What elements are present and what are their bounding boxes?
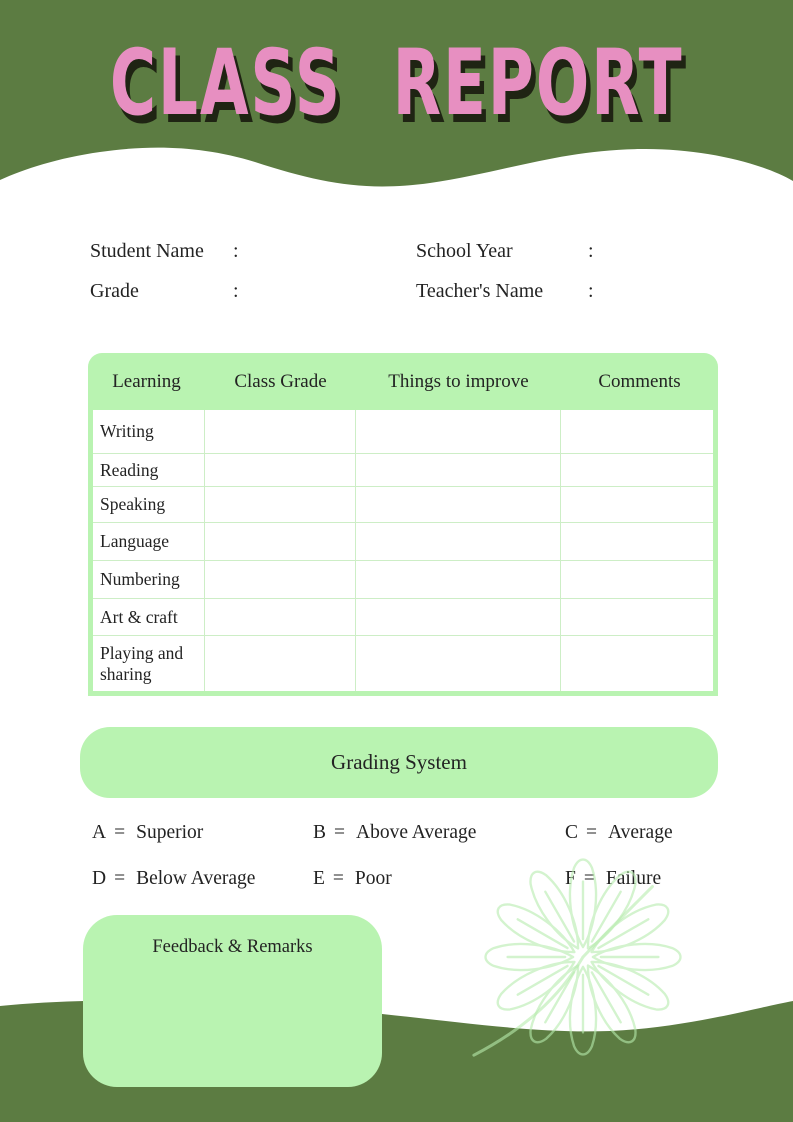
grade-label: Average <box>608 822 673 843</box>
feedback-title: Feedback & Remarks <box>152 937 313 957</box>
school-year-label: School Year <box>416 239 513 262</box>
equals-sign: = <box>583 868 595 889</box>
table-cell[interactable] <box>561 599 713 635</box>
grading-entry-a <box>92 820 313 846</box>
grade-label: Failure <box>605 868 662 889</box>
table-row <box>93 487 713 523</box>
grade-label: Below Average <box>136 868 256 889</box>
grade-value[interactable] <box>239 279 416 303</box>
student-name-field <box>90 231 416 271</box>
table-cell[interactable] <box>356 454 561 486</box>
equals-sign: = <box>334 822 346 843</box>
table-cell[interactable] <box>356 487 561 522</box>
grade-label: Poor <box>354 868 392 889</box>
grade-field <box>90 271 416 311</box>
row-label: Speaking <box>93 487 205 522</box>
school-year-value[interactable] <box>594 239 710 263</box>
table-cell[interactable] <box>356 599 561 635</box>
row-label: Art & craft <box>93 599 205 635</box>
grading-key <box>92 820 714 892</box>
grade-colon: : <box>233 279 239 302</box>
teacher-name-field <box>416 271 710 311</box>
row-label: Playing and sharing <box>93 636 205 691</box>
table-cell[interactable] <box>561 410 713 453</box>
feedback-box <box>83 915 382 1087</box>
equals-sign: = <box>586 822 598 843</box>
table-row <box>93 410 713 454</box>
table-row <box>93 561 713 599</box>
table-cell[interactable] <box>356 523 561 560</box>
row-label: Numbering <box>93 561 205 598</box>
grade-label: Superior <box>136 822 204 843</box>
grade-letter: B <box>313 822 327 843</box>
table-cell[interactable] <box>356 636 561 691</box>
table-cell[interactable] <box>356 561 561 598</box>
table-cell[interactable] <box>205 487 356 522</box>
equals-sign: = <box>114 868 126 889</box>
student-name-value[interactable] <box>239 239 416 263</box>
school-year-colon: : <box>588 239 594 262</box>
grade-letter: D <box>92 868 107 889</box>
grade-letter: A <box>92 822 107 843</box>
grade-letter: E <box>313 868 325 889</box>
column-header-things-to-improve: Things to improve <box>388 370 529 392</box>
grading-entry-f <box>565 866 714 892</box>
student-name-colon: : <box>233 239 239 262</box>
grading-entry-c <box>565 820 714 846</box>
table-row <box>93 454 713 487</box>
table-row <box>93 599 713 636</box>
grading-entry-b <box>313 820 565 846</box>
grade-label: Grade <box>90 279 139 302</box>
grading-system-banner <box>80 727 718 798</box>
equals-sign: = <box>114 822 126 843</box>
grading-entry-e <box>313 866 565 892</box>
column-header-learning: Learning <box>112 370 181 392</box>
table-row <box>93 636 713 691</box>
teacher-name-label: Teacher's Name <box>416 279 544 302</box>
table-cell[interactable] <box>205 561 356 598</box>
table-cell[interactable] <box>561 561 713 598</box>
table-cell[interactable] <box>561 523 713 560</box>
table-cell[interactable] <box>205 410 356 453</box>
column-header-class-grade: Class Grade <box>234 370 327 392</box>
equals-sign: = <box>332 868 344 889</box>
student-name-label: Student Name <box>90 239 204 262</box>
table-cell[interactable] <box>561 487 713 522</box>
row-label: Reading <box>93 454 205 486</box>
table-cell[interactable] <box>356 410 561 453</box>
page-title: CLASS REPORT <box>109 29 684 136</box>
table-cell[interactable] <box>561 454 713 486</box>
table-cell[interactable] <box>205 523 356 560</box>
teacher-name-colon: : <box>588 279 594 302</box>
row-label: Language <box>93 523 205 560</box>
grade-letter: F <box>565 868 576 889</box>
grade-label: Above Average <box>356 822 477 843</box>
report-table-body <box>88 410 718 696</box>
grade-letter: C <box>565 822 579 843</box>
school-year-field <box>416 231 710 271</box>
table-cell[interactable] <box>561 636 713 691</box>
table-cell[interactable] <box>205 454 356 486</box>
table-row <box>93 523 713 561</box>
title-band <box>0 0 793 165</box>
table-cell[interactable] <box>205 599 356 635</box>
grading-system-title: Grading System <box>331 750 467 774</box>
grading-entry-d <box>92 866 313 892</box>
feedback-content-area[interactable] <box>83 958 382 1068</box>
student-info-section <box>90 231 710 311</box>
column-header-comments: Comments <box>598 370 681 392</box>
table-cell[interactable] <box>205 636 356 691</box>
report-table <box>88 353 718 696</box>
teacher-name-value[interactable] <box>594 279 710 303</box>
row-label: Writing <box>93 410 205 453</box>
report-table-header <box>88 353 718 410</box>
